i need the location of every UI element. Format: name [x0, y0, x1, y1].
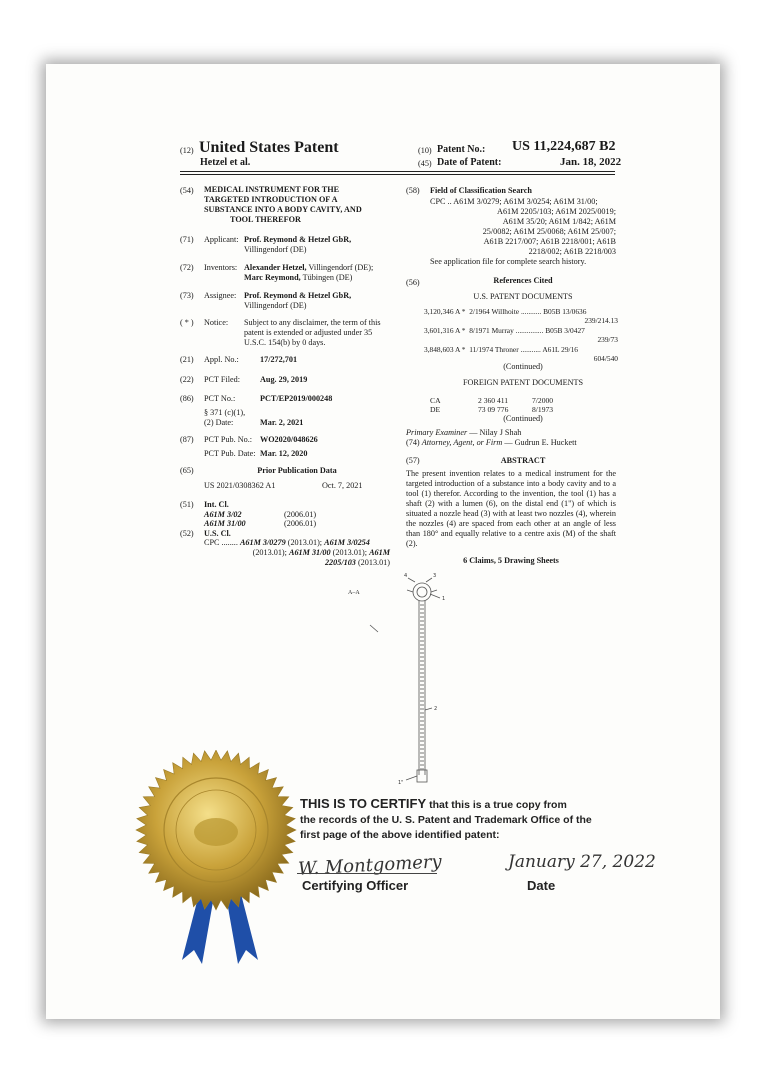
section-371: § 371 (c)(1),: [204, 408, 246, 417]
certify-line-3: first page of the above identified patent:: [300, 829, 500, 841]
code-45: (45): [418, 159, 432, 168]
code-21: (21): [180, 355, 194, 364]
us-reference-1: 3,120,346 A * 2/1964 Willhoite ........... B05B 13/0636 239/214.13: [424, 307, 618, 325]
us-patent-documents-title: U.S. PATENT DOCUMENTS: [473, 292, 573, 301]
code-10: (10): [418, 146, 432, 155]
appl-no: 17/272,701: [260, 355, 298, 364]
foreign-reference-no: 2 360 411 73 09 776: [478, 396, 509, 414]
field-of-search-cpc: CPC .. A61M 3/0279; A61M 3/0254; A61M 31/00; A61M 2205/103; A61M 2025/0019; A61M 35/20; A61M 1/842; A61M 25/0082; A61M 25/0068; A61M 25/007; A61B 2217/007; A61B 2218/001; A61B 2218/002; A61B 2218/003: [430, 197, 616, 256]
officer-signature-line: [297, 873, 437, 874]
int-cl-1-version: (2006.01): [284, 510, 317, 519]
pct-filed: Aug. 29, 2019: [260, 375, 308, 384]
code-72: (72): [180, 263, 194, 272]
assignee: Prof. Reymond & Hetzel GbR, Villingendorf (DE): [244, 291, 352, 310]
ribbon-right: [226, 890, 258, 964]
foreign-reference-cc: CA DE: [430, 396, 441, 414]
section-371-date: Mar. 2, 2021: [260, 418, 304, 427]
certifying-officer-label: Certifying Officer: [302, 878, 409, 893]
header-rule-bottom: [180, 174, 615, 175]
references-cited-title: References Cited: [493, 276, 553, 285]
int-cl-2-version: (2006.01): [284, 519, 317, 528]
pct-no: PCT/EP2019/000248: [260, 394, 333, 403]
invention-title: MEDICAL INSTRUMENT FOR THE TARGETED INTRODUCTION OF A SUBSTANCE INTO A BODY CAVITY, AND TOOL THEREFOR: [204, 185, 362, 224]
us-cl-label: U.S. Cl.: [204, 529, 231, 538]
primary-examiner: Primary Examiner — Nilay J Shah: [406, 428, 522, 437]
date-signature: January 27, 2022: [508, 852, 656, 872]
us-reference-3: 3,848,603 A * 11/1974 Throner ........... A61L 29/16 604/540: [424, 345, 618, 363]
field-of-search-title: Field of Classification Search: [430, 186, 532, 195]
patent-heading: United States Patent: [199, 139, 339, 156]
int-cl-label: Int. Cl.: [204, 500, 229, 509]
prior-publication-title: Prior Publication Data: [257, 466, 337, 475]
code-65: (65): [180, 466, 194, 475]
header-rule-top: [180, 171, 615, 172]
search-history-note: See application file for complete search history.: [430, 257, 587, 266]
int-cl-1: A61M 3/02: [204, 510, 242, 519]
label-3: 3: [433, 573, 437, 579]
inventors-short: Hetzel et al.: [200, 157, 251, 168]
code-51: (51): [180, 500, 194, 509]
label-1: 1: [442, 596, 446, 602]
certify-line-2: the records of the U. S. Patent and Trademark Office of the: [300, 814, 592, 826]
claims-and-sheets: 6 Claims, 5 Drawing Sheets: [463, 556, 559, 565]
code-12: (12): [180, 146, 194, 155]
inventors-label: Inventors:: [204, 263, 238, 272]
patent-no-label: Patent No.:: [437, 144, 486, 155]
int-cl-2: A61M 31/00: [204, 519, 246, 528]
appl-no-label: Appl. No.:: [204, 355, 239, 364]
attorney: (74) Attorney, Agent, or Firm — Gudrun E. Huckett: [406, 438, 577, 447]
pct-pub-date-label: PCT Pub. Date:: [204, 449, 256, 458]
notice-text: Subject to any disclaimer, the term of this patent is extended or adjusted under 35 U.S.C. 154(b) by 0 days.: [244, 318, 381, 347]
us-references-continued: (Continued): [503, 362, 543, 371]
pct-pub-date: Mar. 12, 2020: [260, 449, 308, 458]
code-73: (73): [180, 291, 194, 300]
gold-seal: [130, 750, 310, 970]
foreign-reference-date: 7/2000 8/1973: [532, 396, 554, 414]
prior-publication-date: Oct. 7, 2021: [322, 481, 363, 490]
pct-pub-no-label: PCT Pub. No.:: [204, 435, 253, 444]
label-2: 2: [434, 706, 438, 712]
date-of-patent-label: Date of Patent:: [437, 157, 502, 168]
code-52: (52): [180, 529, 194, 538]
section-label-aa: A–A: [348, 590, 360, 596]
code-86: (86): [180, 394, 194, 403]
code-22: (22): [180, 375, 194, 384]
us-reference-2: 3,601,316 A * 8/1971 Murray ............... B05B 3/0427 239/73: [424, 326, 618, 344]
code-54: (54): [180, 186, 194, 195]
notice-label: Notice:: [204, 318, 229, 327]
eagle-emblem: [194, 818, 238, 846]
code-58: (58): [406, 186, 420, 195]
abstract-text: The present invention relates to a medical instrument for the targeted introduction of a substance into a body cavity and to a tool (1) therefor. According to the invention, the tool (1) has a shaft (2) with a lumen (6), on the distal end (1") of which is situated a nozzle head (3) with at least two nozzles (4), wherein the nozzles (4) are spaced from each other at an angle of less than 180° and equally relative to a centre axis (M) of the shaft (2).: [406, 469, 616, 548]
abstract-title: ABSTRACT: [500, 456, 546, 465]
code-71: (71): [180, 235, 194, 244]
patent-number: US 11,224,687 B2: [512, 139, 616, 154]
foreign-references-continued: (Continued): [503, 414, 543, 423]
code-87: (87): [180, 435, 194, 444]
us-cl-cpc: CPC ........ A61M 3/0279 (2013.01); A61M 3/0254 (2013.01); A61M 31/00 (2013.01); A61M 2205/103 (2013.01): [204, 538, 390, 567]
pct-pub-no: WO2020/048626: [260, 435, 318, 444]
instrument-drawing: [360, 570, 470, 790]
label-1-distal: 1": [398, 780, 404, 786]
date-of-patent: Jan. 18, 2022: [560, 156, 622, 168]
date-label: Date: [527, 878, 556, 893]
officer-signature: W. Montgomery: [297, 851, 443, 880]
section-371-date-label: (2) Date:: [204, 418, 234, 427]
certify-line-1: THIS IS TO CERTIFY that this is a true copy from: [300, 796, 567, 811]
pct-filed-label: PCT Filed:: [204, 375, 241, 384]
applicant-label: Applicant:: [204, 235, 239, 244]
code-57: (57): [406, 456, 420, 465]
assignee-label: Assignee:: [204, 291, 237, 300]
code-notice: ( * ): [180, 318, 194, 327]
inventors: Alexander Hetzel, Villingendorf (DE); Marc Reymond, Tübingen (DE): [244, 263, 374, 282]
label-4: 4: [404, 573, 408, 579]
prior-publication-number: US 2021/0308362 A1: [204, 481, 276, 490]
code-56: (56): [406, 278, 420, 287]
pct-no-label: PCT No.:: [204, 394, 236, 403]
applicant: Prof. Reymond & Hetzel GbR, Villingendorf (DE): [244, 235, 352, 254]
foreign-patent-documents-title: FOREIGN PATENT DOCUMENTS: [462, 378, 584, 387]
